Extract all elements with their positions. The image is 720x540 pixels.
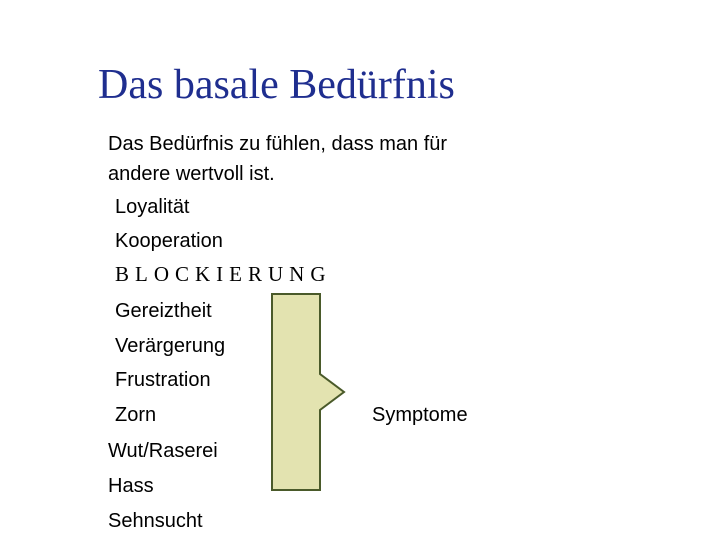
symptome-label: Symptome	[372, 404, 468, 426]
slide-title: Das basale Bedürfnis	[98, 62, 455, 108]
bracket-arrow-path	[272, 294, 344, 490]
bracket-arrow-shape	[266, 290, 350, 496]
list-item-zorn: Zorn	[115, 404, 157, 426]
list-item-gereiztheit: Gereiztheit	[115, 300, 212, 322]
list-item-hass: Hass	[108, 475, 154, 497]
intro-line-2: andere wertvoll ist.	[108, 163, 275, 185]
list-item-loyalitaet: Loyalität	[115, 196, 190, 218]
list-item-kooperation: Kooperation	[115, 230, 223, 252]
list-item-sehnsucht: Sehnsucht	[108, 510, 203, 532]
intro-line-1: Das Bedürfnis zu fühlen, dass man für	[108, 133, 448, 155]
list-item-blockierung: BLOCKIERUNG	[115, 262, 332, 286]
list-item-frustration: Frustration	[115, 369, 211, 391]
list-item-veraergerung: Verärgerung	[115, 335, 226, 357]
list-item-wut-raserei: Wut/Raserei	[108, 440, 218, 462]
